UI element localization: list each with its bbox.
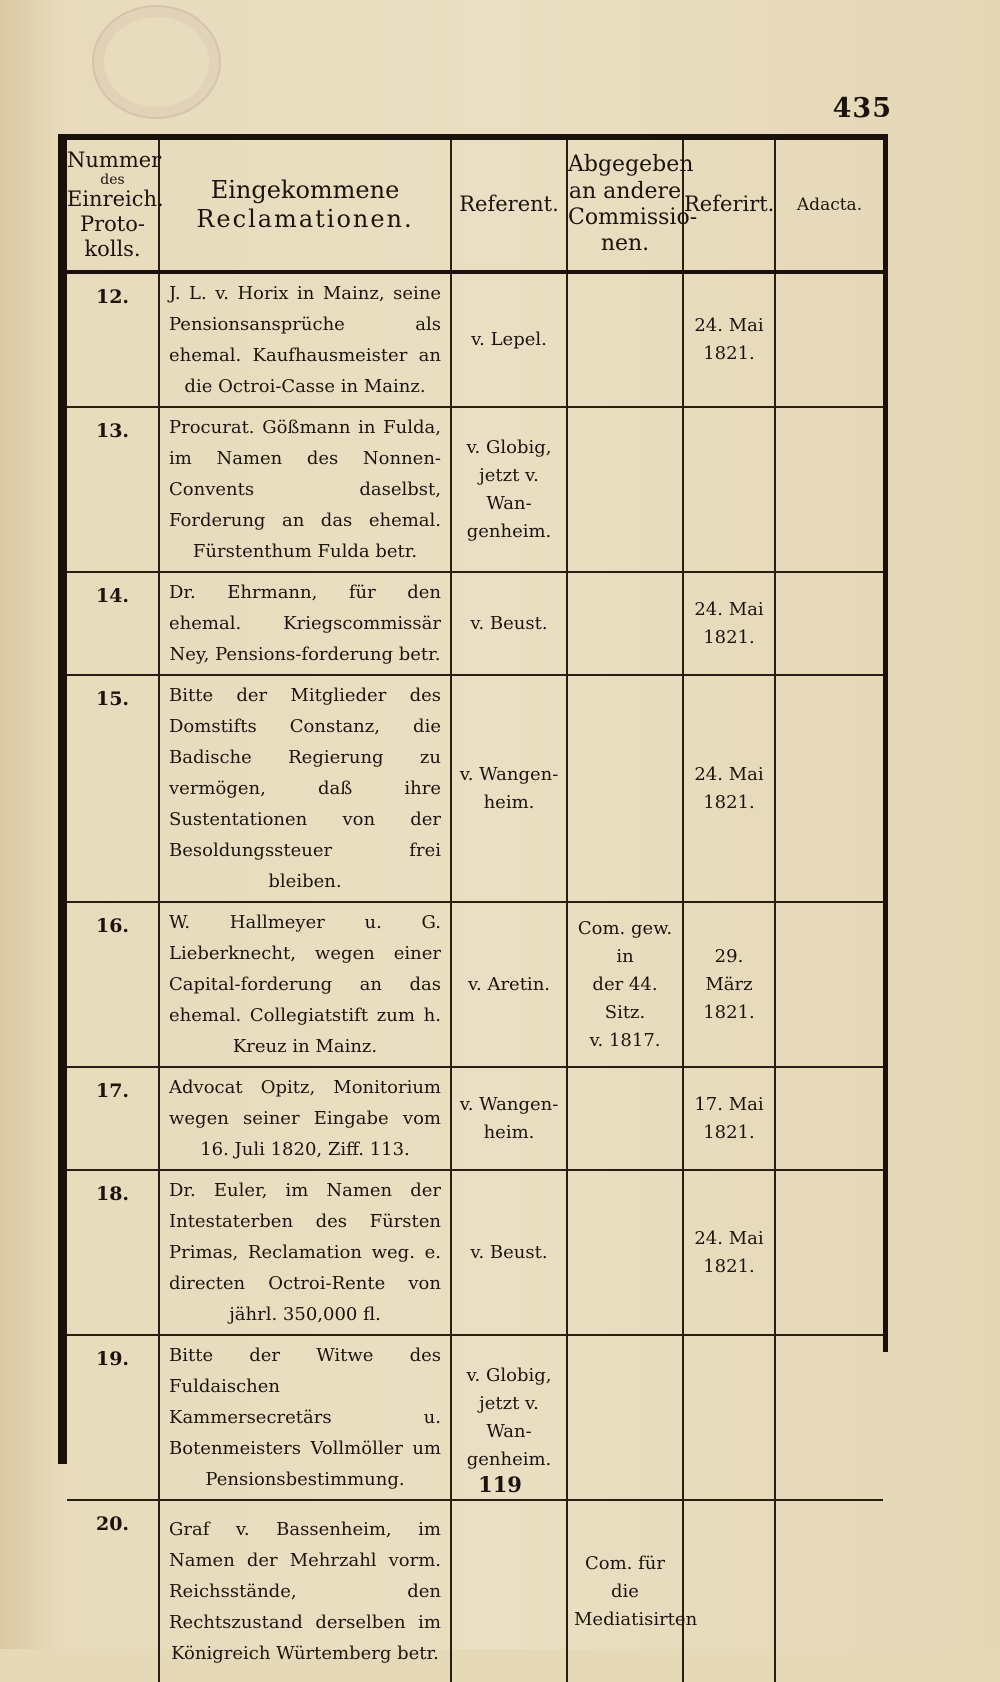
row-referent xyxy=(451,407,567,572)
row-referirt-line: 24. Mai xyxy=(694,763,764,785)
row-referent xyxy=(451,1067,567,1170)
table-row xyxy=(67,1500,883,1682)
row-referirt-line: 1821. xyxy=(703,791,755,813)
row-abgegeben xyxy=(567,407,683,572)
row-reclamation: Procurat. Gößmann in Fulda, im Namen des Nonnen-Convents daselbst, Forderung an das ehemal. Fürstenthum Fulda betr. xyxy=(159,407,451,572)
row-referent-line: v. Wangen- xyxy=(459,1093,559,1115)
row-reclamation: Advocat Opitz, Monitorium wegen seiner Eingabe vom 16. Juli 1820, Ziff. 113. xyxy=(159,1067,451,1170)
row-referent-line: v. Beust. xyxy=(470,1241,548,1263)
table-row xyxy=(67,1170,883,1335)
header-referent: Referent. xyxy=(451,140,567,272)
reclamations-table xyxy=(67,140,883,1682)
row-referirt-line: 29. März xyxy=(705,945,753,995)
row-abgegeben-line: Com. für die xyxy=(585,1552,665,1602)
row-reclamation: Bitte der Mitglieder des Domstifts Constanz, die Badische Regierung zu vermögen, daß ihre Sustentationen von der Besoldungssteuer frei bleiben. xyxy=(159,675,451,902)
row-adacta xyxy=(775,675,883,902)
row-abgegeben xyxy=(567,1500,698,1682)
table-right-rule xyxy=(883,134,888,1352)
row-referent-line: heim. xyxy=(483,791,535,813)
row-number: 12. xyxy=(67,272,159,407)
row-referent-line: v. Wangen- xyxy=(459,763,559,785)
table-row xyxy=(67,675,883,902)
row-referirt-line: 1821. xyxy=(703,626,755,648)
row-referirt-line: 1821. xyxy=(703,343,755,364)
row-referent xyxy=(451,675,567,902)
table-left-rule xyxy=(58,134,67,1464)
header-adacta: Adacta. xyxy=(775,140,883,272)
row-number: 20. xyxy=(67,1500,159,1682)
header-abgegeben-line: Abgegeben xyxy=(568,152,694,178)
row-number: 16. xyxy=(67,902,159,1067)
table-row xyxy=(67,272,883,407)
row-referirt xyxy=(683,572,775,675)
row-referirt-line: 24. Mai xyxy=(694,315,764,336)
row-number: 13. xyxy=(67,407,159,572)
row-referent-line: v. Globig, xyxy=(466,436,552,458)
row-abgegeben xyxy=(567,572,683,675)
row-referirt-line: 24. Mai xyxy=(694,598,764,620)
row-abgegeben-line: Mediatisirten xyxy=(574,1608,698,1630)
row-referirt xyxy=(683,675,775,902)
row-number: 17. xyxy=(67,1067,159,1170)
header-referirt: Referirt. xyxy=(683,140,775,272)
row-referirt xyxy=(683,1067,775,1170)
header-nummer-line: des xyxy=(100,171,125,188)
header-eingekommene-line: Eingekommene xyxy=(210,176,400,205)
row-adacta xyxy=(775,1067,883,1170)
row-referirt xyxy=(683,407,775,572)
header-nummer xyxy=(67,140,164,272)
row-adacta xyxy=(775,572,883,675)
library-stamp xyxy=(92,5,221,119)
header-eingekommene-line: Reclamationen. xyxy=(196,205,414,233)
table-row xyxy=(67,1067,883,1170)
header-nummer-line: kolls. xyxy=(84,237,141,262)
row-abgegeben xyxy=(567,272,683,407)
row-referent xyxy=(451,572,567,675)
reclamations-table-frame xyxy=(58,134,888,1664)
table-row xyxy=(67,572,883,675)
row-referirt xyxy=(683,1500,775,1682)
row-abgegeben xyxy=(567,675,683,902)
row-referent-line: v. Globig, xyxy=(466,1364,552,1386)
row-referirt-line: 17. Mai xyxy=(694,1093,764,1115)
row-reclamation: Dr. Euler, im Namen der Intestaterben des Fürsten Primas, Reclamation weg. e. directen Octroi-Rente von jährl. 350,000 fl. xyxy=(159,1170,451,1335)
header-abgegeben-line: nen. xyxy=(600,231,650,257)
header-nummer-line: Proto- xyxy=(80,212,145,236)
row-referent-line: heim. xyxy=(483,1121,535,1143)
row-referent xyxy=(451,902,567,1067)
row-reclamation: J. L. v. Horix in Mainz, seine Pensionsansprüche als ehemal. Kaufhausmeister an die Octroi-Casse in Mainz. xyxy=(159,272,451,407)
row-number: 18. xyxy=(67,1170,159,1335)
header-abgegeben-line: Commissio- xyxy=(568,205,698,230)
row-abgegeben-line: v. 1817. xyxy=(589,1029,661,1051)
row-number: 15. xyxy=(67,675,159,902)
row-referent-line: v. Aretin. xyxy=(467,973,551,995)
row-reclamation: Dr. Ehrmann, für den ehemal. Kriegscommissär Ney, Pensions-forderung betr. xyxy=(159,572,451,675)
row-abgegeben-line: Com. gew. in xyxy=(577,917,673,967)
header-nummer-line: Nummer xyxy=(67,147,162,172)
row-referent xyxy=(451,272,567,407)
row-adacta xyxy=(775,407,883,572)
header-abgegeben xyxy=(567,140,698,272)
row-reclamation: Graf v. Bassenheim, im Namen der Mehrzahl vorm. Reichsstände, den Rechtszustand derselben im Königreich Würtemberg betr. xyxy=(159,1500,451,1682)
row-referirt-line: 24. Mai xyxy=(694,1227,764,1249)
row-reclamation: W. Hallmeyer u. G. Lieberknecht, wegen einer Capital-forderung an das ehemal. Collegiatstift zum h. Kreuz in Mainz. xyxy=(159,902,451,1067)
signature-mark: 119 xyxy=(478,1472,522,1497)
header-row xyxy=(67,140,883,272)
row-referirt-line: 1821. xyxy=(703,1255,755,1277)
row-referent xyxy=(451,1500,567,1682)
row-referent xyxy=(451,1170,567,1335)
row-number: 19. xyxy=(67,1335,159,1500)
row-abgegeben-line: der 44. Sitz. xyxy=(592,973,658,1023)
row-referirt xyxy=(683,272,775,407)
row-referent-line: genheim. xyxy=(466,1448,552,1470)
header-abgegeben-line: an andere xyxy=(568,178,682,204)
row-referirt-line: 1821. xyxy=(703,1121,755,1143)
table-row xyxy=(67,407,883,572)
row-reclamation: Bitte der Witwe des Fuldaischen Kammersecretärs u. Botenmeisters Vollmöller um Pensionsbestimmung. xyxy=(159,1335,451,1500)
header-eingekommene xyxy=(159,140,451,272)
table-body xyxy=(67,272,883,1682)
row-referent-line: genheim. xyxy=(466,520,552,542)
row-adacta xyxy=(775,1500,883,1682)
row-referirt xyxy=(683,1170,775,1335)
row-abgegeben xyxy=(567,902,683,1067)
row-adacta xyxy=(775,272,883,407)
row-referirt xyxy=(683,902,775,1067)
row-number: 14. xyxy=(67,572,159,675)
table-row xyxy=(67,902,883,1067)
page-number: 435 xyxy=(832,93,892,124)
row-referirt-line: 1821. xyxy=(703,1001,755,1023)
row-referent-line: v. Beust. xyxy=(470,612,548,634)
row-adacta xyxy=(775,1170,883,1335)
row-referent-line: v. Lepel. xyxy=(471,329,547,350)
header-nummer-line: Einreich. xyxy=(67,186,164,211)
row-referent-line: jetzt v. Wan- xyxy=(479,464,539,514)
row-referent-line: jetzt v. Wan- xyxy=(479,1392,539,1442)
row-abgegeben xyxy=(567,1170,683,1335)
row-abgegeben xyxy=(567,1067,683,1170)
row-adacta xyxy=(775,902,883,1067)
